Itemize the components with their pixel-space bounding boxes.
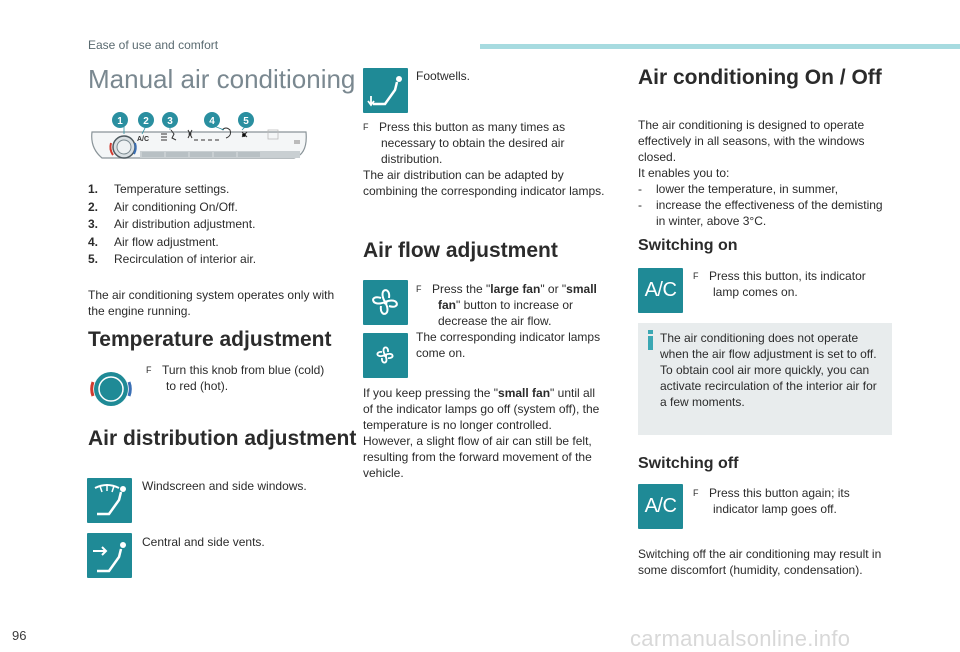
- switching-on-heading: Switching on: [638, 237, 738, 254]
- ac-button-off-icon: A/C: [638, 484, 683, 529]
- callout-4: 4: [209, 116, 215, 127]
- list-item: 2. Air conditioning On/Off.: [88, 199, 238, 214]
- temperature-knob-icon: [88, 366, 134, 412]
- large-fan-button-icon: [363, 280, 408, 325]
- footwells-button-icon: [363, 68, 408, 113]
- switching-on-instruction: F Press this button, its indicator lamp comes on.: [693, 269, 866, 299]
- watermark: carmanualsonline.info: [630, 626, 851, 651]
- airflow-heading: Air flow adjustment: [363, 239, 558, 262]
- list-item: 3. Air distribution adjustment.: [88, 217, 256, 231]
- small-fan-paragraph: If you keep pressing the "small fan" until all of the indicator lamps go off (system off), the temperature is no longer controlled. However, a slight flow of air can still be felt, resulting from the forward movement of the vehicle.: [363, 386, 600, 480]
- control-panel-illustration: [84, 110, 314, 172]
- callout-1: 1: [117, 116, 123, 127]
- callout-3: 3: [167, 116, 173, 127]
- numbered-list: [88, 181, 288, 269]
- distribution-heading: Air distribution adjustment: [88, 427, 357, 450]
- central-vents-button-icon: [87, 533, 132, 578]
- switching-off-instruction: F Press this button again; its indicator lamp goes off.: [693, 486, 850, 516]
- panel-ac-label: A/C: [137, 136, 150, 143]
- ac-heading: Air conditioning On / Off: [638, 66, 882, 89]
- callout-5: 5: [243, 116, 249, 127]
- ac-button-icon: A/C: [638, 268, 683, 313]
- switching-off-note: Switching off the air conditioning may result in some discomfort (humidity, condensation).: [638, 547, 882, 577]
- central-vents-label: Central and side vents.: [142, 535, 265, 549]
- footwells-label: Footwells.: [416, 69, 471, 83]
- intro-paragraph: The air conditioning system operates only with the engine running.: [88, 288, 335, 318]
- windscreen-button-icon: [87, 478, 132, 523]
- windscreen-label: Windscreen and side windows.: [142, 479, 307, 493]
- list-item: 1. Temperature settings.: [88, 182, 230, 196]
- ac-intro: The air conditioning is designed to operate effectively in all seasons, with the windows closed. It enables you to: - lower the temperature, in summer, - increase the effectiveness of the demisting in winter, above 3°C.: [638, 118, 883, 228]
- list-item: 5. Recirculation of interior air.: [88, 252, 257, 266]
- info-note-text: The air conditioning does not operate when the air flow adjustment is set to off. To obtain cool air more quickly, you can activate recirculation of the interior air for a few moments.: [660, 331, 877, 409]
- list-item: 4. Air flow adjustment.: [88, 234, 219, 249]
- switching-off-heading: Switching off: [638, 455, 739, 472]
- small-fan-button-icon: [363, 333, 408, 378]
- info-icon: [648, 330, 653, 334]
- airflow-instruction: F Press the "large fan" or "small fan" button to increase or decrease the air flow. The corresponding indicator lamps come on.: [416, 282, 601, 360]
- callout-2: 2: [143, 116, 149, 127]
- page-title: Manual air conditioning: [88, 64, 356, 94]
- section-color-bar: [480, 44, 960, 49]
- page-number: 96: [12, 628, 27, 643]
- info-icon-bar: [648, 336, 653, 350]
- section-label: Ease of use and comfort: [88, 38, 219, 52]
- temperature-instruction: F Turn this knob from blue (cold) to red (hot).: [146, 363, 325, 393]
- distribution-instruction: F Press this button as many times as necessary to obtain the desired air distribution. The air distribution can be adapted by combining the corresponding indicator lamps.: [363, 120, 605, 198]
- temperature-heading: Temperature adjustment: [88, 328, 332, 351]
